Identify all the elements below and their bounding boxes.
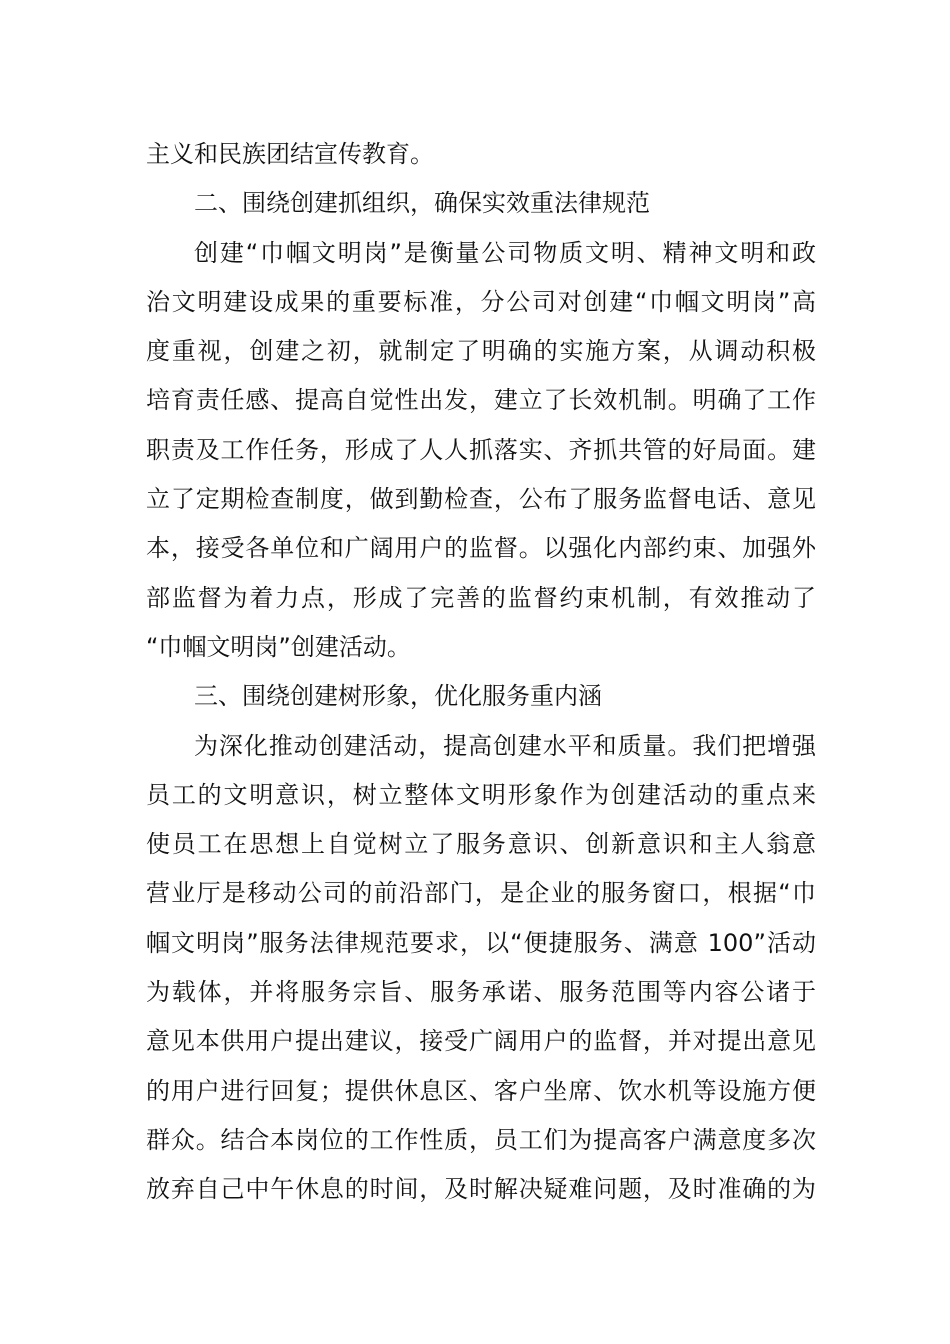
text-line: 使员工在思想上自觉树立了服务意识、创新意识和主人翁意 [146, 830, 816, 859]
text-line: 的用户进行回复；提供休息区、客户坐席、饮水机等设施方便 [146, 1076, 816, 1105]
text-line: 治文明建设成果的重要标准，分公司对创建“巾帼文明岗”高 [146, 287, 816, 316]
text-line: 三、围绕创建树形象，优化服务重内涵 [194, 682, 602, 711]
text-line: 主义和民族团结宣传教育。 [146, 140, 434, 168]
text-line: 度重视，创建之初，就制定了明确的实施方案，从调动积极 [146, 337, 816, 366]
text-line: 为载体，并将服务宗旨、服务承诺、服务范围等内容公诸于 [146, 978, 816, 1007]
text-line: 员工的文明意识，树立整体文明形象作为创建活动的重点来 [146, 780, 816, 809]
text-line: “巾帼文明岗”创建活动。 [146, 632, 411, 661]
text-line: 营业厅是移动公司的前沿部门，是企业的服务窗口，根据“巾 [146, 879, 816, 908]
text-line: 意见本供用户提出建议，接受广阔用户的监督，并对提出意见 [146, 1027, 816, 1056]
text-line: 群众。结合本岗位的工作性质，员工们为提高客户满意度多次 [146, 1125, 816, 1154]
text-line: 创建“巾帼文明岗”是衡量公司物质文明、精神文明和政 [194, 238, 816, 267]
text-line: 立了定期检查制度，做到勤检查，公布了服务监督电话、意见 [146, 485, 816, 514]
text-line: 职责及工作任务，形成了人人抓落实、齐抓共管的好局面。建 [146, 435, 816, 464]
text-line: 帼文明岗”服务法律规范要求，以“便捷服务、满意 100”活动 [146, 928, 816, 957]
text-line: 为深化推动创建活动，提高创建水平和质量。我们把增强 [194, 731, 816, 760]
text-line: 放弃自己中午休息的时间，及时解决疑难问题，及时准确的为 [146, 1175, 816, 1204]
text-line: 部监督为着力点，形成了完善的监督约束机制，有效推动了 [146, 583, 816, 612]
text-line: 本，接受各单位和广阔用户的监督。以强化内部约束、加强外 [146, 534, 816, 563]
text-line: 二、围绕创建抓组织，确保实效重法律规范 [194, 189, 650, 218]
text-line: 培育责任感、提高自觉性出发，建立了长效机制。明确了工作 [146, 386, 816, 415]
document-body [146, 130, 816, 1215]
